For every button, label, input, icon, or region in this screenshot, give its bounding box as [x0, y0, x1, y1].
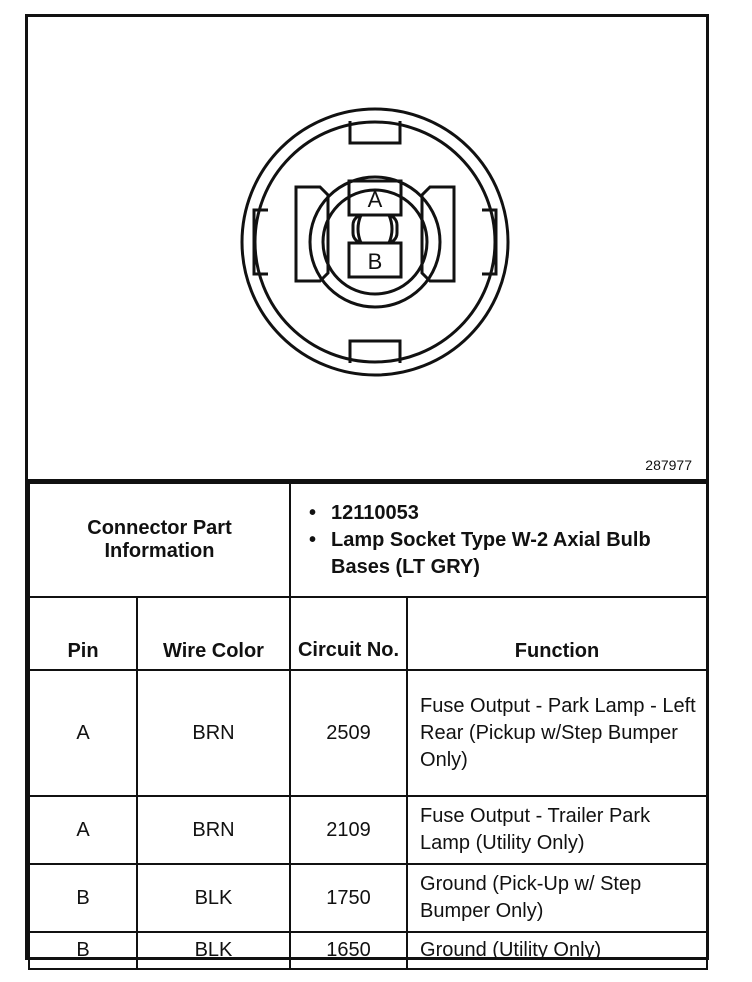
header-wire-color: Wire Color [137, 597, 290, 670]
header-pin: Pin [29, 597, 137, 670]
header-circuit: Circuit No. [290, 597, 407, 670]
connector-info-items [290, 483, 707, 597]
bulb-slot-detail [358, 215, 392, 243]
row-pin: B [29, 932, 137, 969]
row-wire-color: BLK [137, 864, 290, 932]
table-header-row [29, 597, 707, 670]
connector-drawing [28, 17, 706, 479]
row-function: Ground (Pick-Up w/ Step Bumper Only) [407, 864, 707, 932]
connector-face-figure [28, 17, 706, 482]
table-row [29, 932, 707, 969]
row-pin: A [29, 796, 137, 864]
row-wire-color: BLK [137, 932, 290, 969]
figure-id: 287977 [645, 457, 692, 473]
row-function: Ground (Utility Only) [407, 932, 707, 969]
row-function: Fuse Output - Park Lamp - Left Rear (Pickup w/Step Bumper Only) [407, 670, 707, 796]
pin-a-label: A [367, 187, 383, 212]
table-row [29, 864, 707, 932]
connector-part-number: • 12110053 [331, 500, 705, 527]
table-row [29, 670, 707, 796]
row-function: Fuse Output - Trailer Park Lamp (Utility Only) [407, 796, 707, 864]
row-pin: A [29, 670, 137, 796]
row-circuit: 1750 [290, 864, 407, 932]
connector-info-row [29, 483, 707, 597]
connector-info-label: Connector Part Information [29, 483, 290, 597]
connector-description: • Lamp Socket Type W-2 Axial Bulb Bases (LT GRY) [331, 527, 705, 581]
row-circuit: 1650 [290, 932, 407, 969]
row-wire-color: BRN [137, 796, 290, 864]
row-circuit: 2109 [290, 796, 407, 864]
row-wire-color: BRN [137, 670, 290, 796]
row-pin: B [29, 864, 137, 932]
row-circuit: 2509 [290, 670, 407, 796]
pin-b-label: B [367, 249, 383, 274]
header-function: Function [407, 597, 707, 670]
connector-table [28, 482, 708, 970]
connector-sheet [25, 14, 709, 960]
table-row [29, 796, 707, 864]
